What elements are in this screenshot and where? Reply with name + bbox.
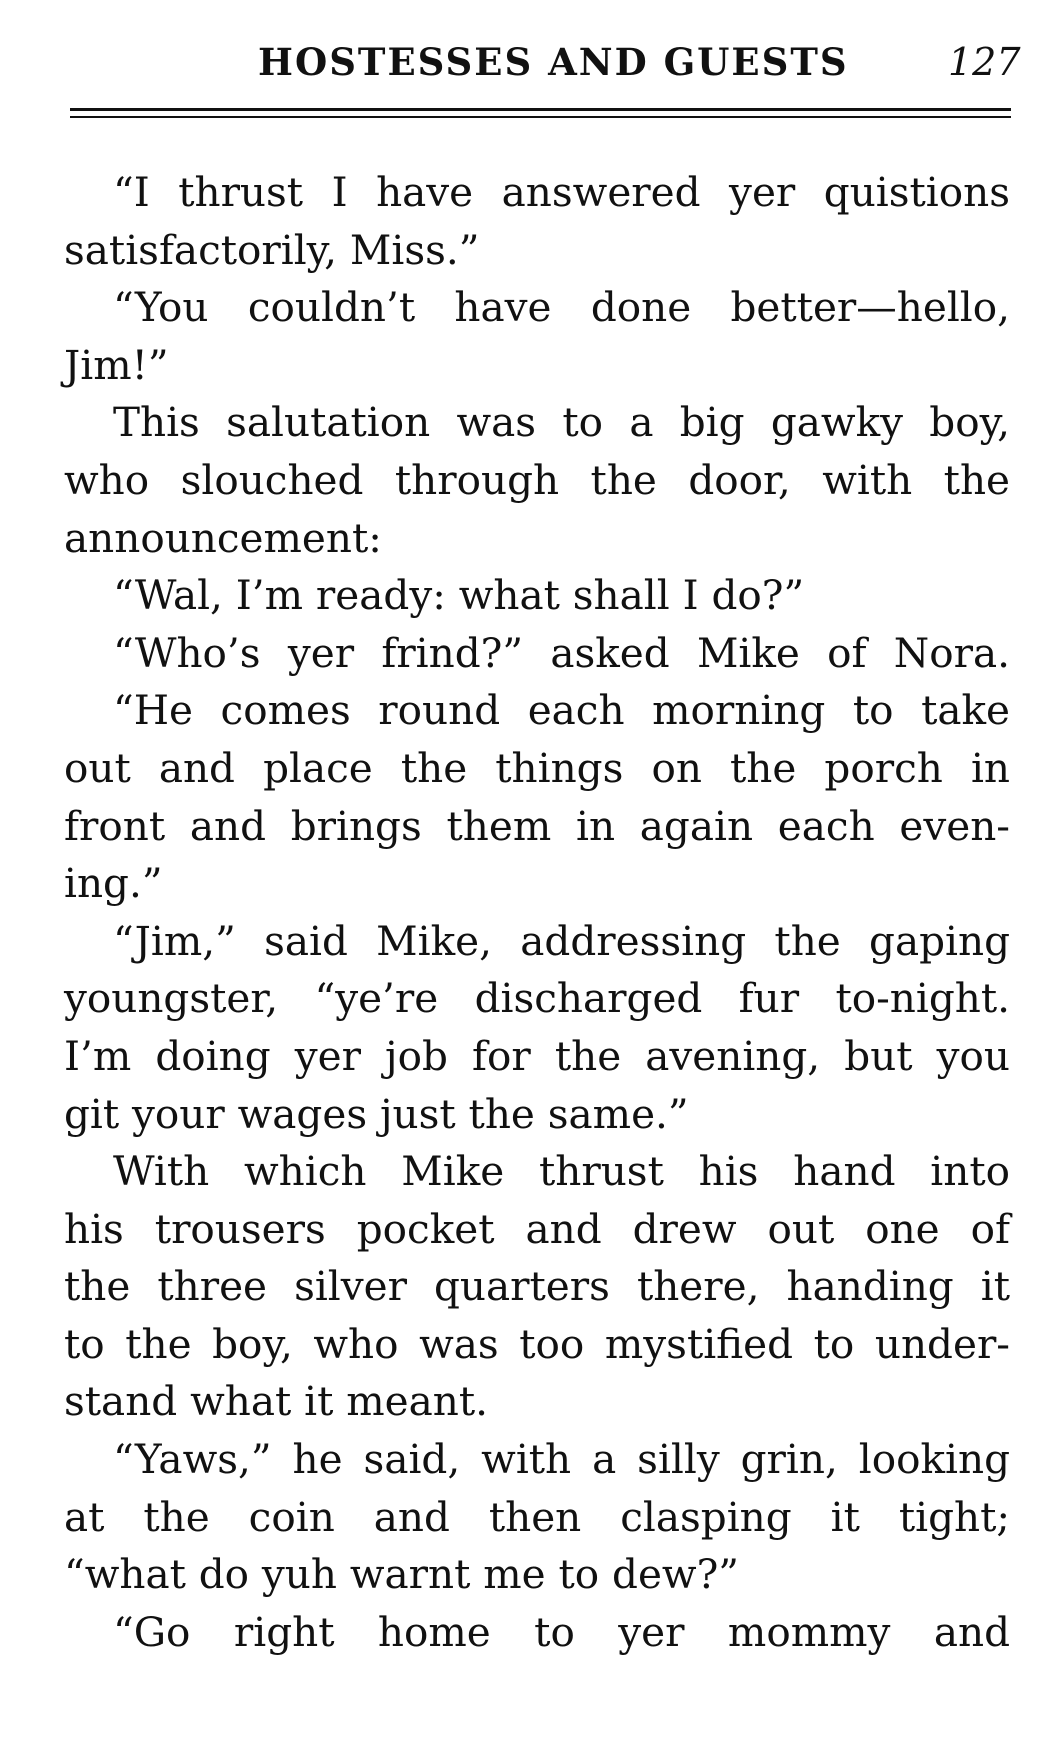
running-title: HOSTESSES AND GUESTS — [258, 40, 849, 84]
text-line: satisfactorily, Miss.” — [64, 225, 480, 274]
text-line: Jim!” — [64, 340, 169, 389]
running-head — [0, 32, 1051, 92]
text-line: With which Mike thrust his hand into — [113, 1147, 1010, 1196]
text-line: announcement: — [64, 513, 382, 562]
header-rule-thick — [70, 108, 1011, 111]
text-line: “Go right home to yer mommy and — [113, 1607, 1010, 1656]
text-line: I’m doing yer job for the avening, but you — [64, 1031, 1010, 1080]
text-line: “Who’s yer frind?” asked Mike of Nora. — [113, 628, 1010, 677]
text-line: “I thrust I have answered yer quistions — [113, 168, 1010, 216]
text-line: This salutation was to a big gawky boy, — [113, 398, 1010, 447]
text-line: the three silver quarters there, handing it — [64, 1262, 1010, 1311]
text-line: “Jim,” said Mike, addressing the gaping — [113, 916, 1010, 965]
text-line: youngster, “ye’re discharged fur to-night. — [64, 974, 1010, 1023]
text-line: to the boy, who was too mystified to under- — [64, 1319, 1010, 1368]
text-body — [64, 164, 1010, 1661]
text-line: “He comes round each morning to take — [113, 686, 1010, 735]
text-line: out and place the things on the porch in — [64, 743, 1010, 792]
text-line: “Yaws,” he said, with a silly grin, looking — [113, 1435, 1010, 1484]
text-line: at the coin and then clasping it tight; — [64, 1492, 1010, 1541]
text-line: “You couldn’t have done better—hello, — [113, 283, 1010, 332]
text-line: stand what it meant. — [64, 1377, 488, 1426]
text-line: who slouched through the door, with the — [64, 455, 1010, 504]
page-number: 127 — [948, 40, 1021, 84]
header-rule-thin — [70, 116, 1011, 118]
text-line: git your wages just the same.” — [64, 1089, 689, 1138]
text-line: ing.” — [64, 859, 163, 908]
text-line: front and brings them in again each even- — [64, 801, 1010, 850]
text-line: “Wal, I’m ready: what shall I do?” — [113, 571, 805, 620]
text-line: his trousers pocket and drew out one of — [64, 1204, 1010, 1253]
text-line: “what do yuh warnt me to dew?” — [64, 1550, 740, 1599]
